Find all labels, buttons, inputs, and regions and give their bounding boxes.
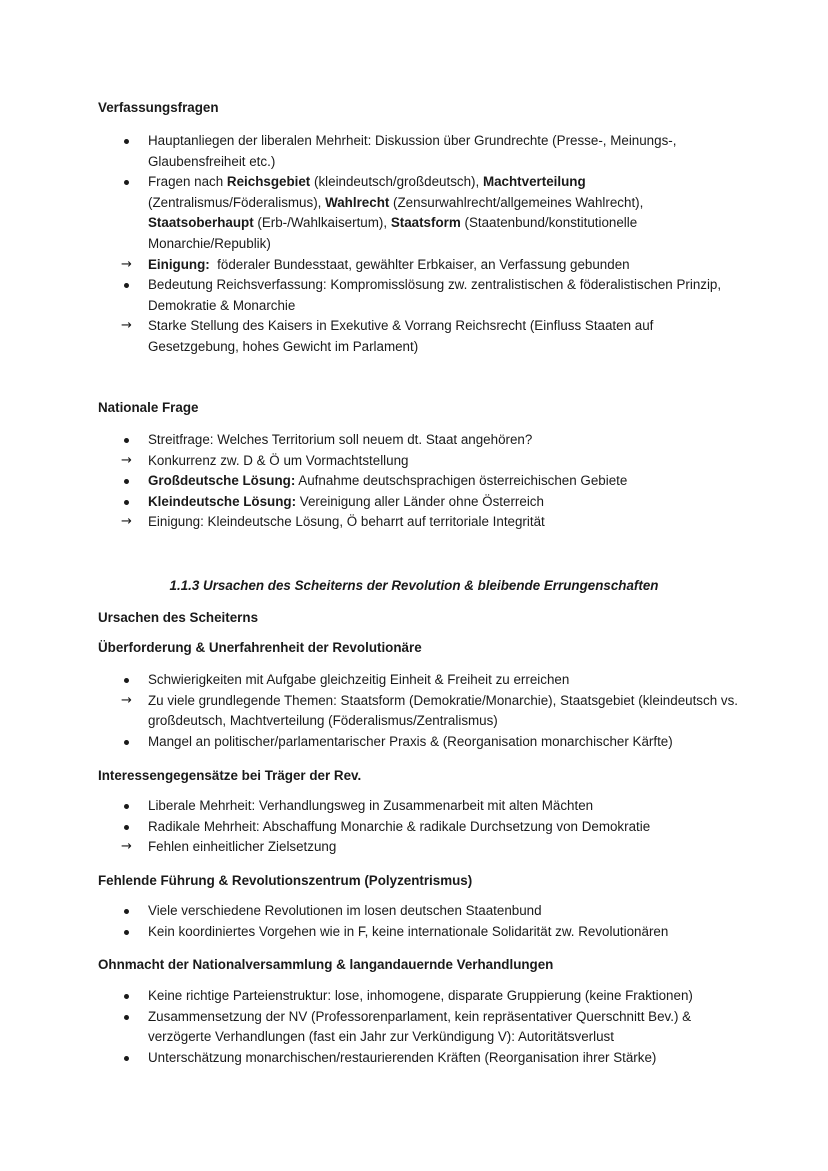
arrow-right-icon: → [121, 514, 132, 530]
item-text: Bedeutung Reichsverfassung: Kompromisslösung zw. zentralistischen & föderalistischen Prinzip, Demokratie & Monarchie [148, 277, 725, 313]
item-text: Liberale Mehrheit: Verhandlungsweg in Zusammenarbeit mit alten Mächten [148, 798, 594, 813]
bold-term: Wahlrecht [325, 194, 390, 210]
chapter-subtitle-text: 1.1.3 Ursachen des Scheiterns der Revolution & bleibende Errungenschaften [169, 578, 659, 593]
item-text: Streitfrage: Welches Territorium soll neuem dt. Staat angehören? [148, 432, 533, 447]
item-text: Konkurrenz zw. D & Ö um Vormachtstellung [148, 452, 409, 468]
bullet-list-item [120, 172, 740, 254]
heading-fehlende-fuehrung: Fehlende Führung & Revolutionszentrum (Polyzentrismus) [98, 873, 473, 888]
bullet-list-item [120, 901, 740, 922]
item-text: Keine richtige Parteienstruktur: lose, inhomogene, disparate Gruppierung (keine Fraktionen) [148, 988, 693, 1003]
bullet-list-item [120, 670, 740, 691]
arrow-right-icon: → [121, 839, 132, 855]
arrow-right-icon: → [121, 452, 132, 468]
item-text: Aufnahme deutschsprachigen österreichischen Gebiete [295, 473, 628, 489]
item-text: föderaler Bundesstaat, gewählter Erbkaiser, an Verfassung gebunden [209, 256, 630, 272]
bold-term: Großdeutsche Lösung: [148, 473, 296, 489]
item-text: (Erb-/Wahlkaisertum), [253, 215, 391, 231]
bold-term: Staatsform [390, 215, 461, 231]
bullet-list-item [120, 275, 740, 316]
heading-verfassungsfragen: Verfassungsfragen [98, 100, 219, 115]
item-text: (Zensurwahlrecht/allgemeines Wahlrecht), [389, 194, 648, 210]
arrow-list-item [120, 255, 740, 276]
bullet-list-item [120, 732, 740, 753]
heading-interessengegensaetze: Interessengegensätze bei Träger der Rev. [98, 768, 362, 783]
item-text: Fragen nach [148, 174, 227, 190]
arrow-list-item [120, 691, 740, 732]
item-text: Viele verschiedene Revolutionen im losen deutschen Staatenbund [148, 903, 542, 918]
bold-term: Einigung: [148, 256, 210, 272]
list-ueberforderung [120, 670, 740, 752]
item-text: (Zentralismus/Föderalismus), [148, 174, 590, 210]
item-text: (Staatenbund/konstitutionelle Monarchie/Republik) [148, 215, 641, 251]
bullet-list-item [120, 430, 740, 451]
bullet-list-item [120, 1048, 740, 1069]
bullet-list-item [120, 817, 740, 838]
bullet-list-item [120, 796, 740, 817]
heading-nationale-frage: Nationale Frage [98, 400, 199, 415]
bullet-list-item [120, 471, 740, 492]
item-text: Zusammensetzung der NV (Professorenparlament, kein repräsentativer Querschnitt Bev.) & verzögerte Verhandlungen (fast ein Jahr zur Verkündigung V): Autoritätsverlust [148, 1008, 695, 1045]
item-text: Mangel an politischer/parlamentarischer Praxis & (Reorganisation monarchischer Kärfte) [148, 733, 673, 749]
list-interessengegensaetze [120, 796, 740, 858]
arrow-right-icon: → [121, 256, 132, 272]
bullet-list-item [120, 922, 740, 943]
bold-term: Reichsgebiet [226, 174, 311, 190]
item-text: Zu viele grundlegende Themen: Staatsform (Demokratie/Monarchie), Staatsgebiet (kleindeutsch vs. großdeutsch, Machtverteilung (Föderalismus/Zentralismus) [148, 692, 742, 729]
list-verfassungsfragen [120, 131, 740, 358]
heading-ohnmacht: Ohnmacht der Nationalversammlung & langandauernde Verhandlungen [98, 957, 554, 972]
list-fehlende-fuehrung [120, 901, 740, 942]
item-text: Hauptanliegen der liberalen Mehrheit: Diskussion über Grundrechte (Presse-, Meinungs-, Glaubensfreiheit etc.) [148, 133, 681, 169]
heading-ueberforderung: Überforderung & Unerfahrenheit der Revolutionäre [98, 640, 422, 655]
list-nationale-frage [120, 430, 740, 533]
item-text: Radikale Mehrheit: Abschaffung Monarchie & radikale Durchsetzung von Demokratie [148, 818, 651, 834]
arrow-list-item [120, 316, 740, 357]
bullet-list-item [120, 492, 740, 513]
chapter-subtitle [0, 576, 828, 597]
bullet-list-item [120, 1007, 740, 1048]
item-text: Einigung: Kleindeutsche Lösung, Ö beharrt auf territoriale Integrität [148, 514, 545, 530]
arrow-right-icon: → [121, 318, 132, 334]
bold-term: Machtverteilung [482, 174, 586, 190]
heading-ursachen-des-scheiterns: Ursachen des Scheiterns [98, 610, 259, 625]
bullet-list-item [120, 986, 740, 1007]
arrow-list-item [120, 512, 740, 533]
item-text: (kleindeutsch/großdeutsch), [310, 174, 483, 190]
arrow-list-item [120, 451, 740, 472]
bullet-list-item [120, 131, 740, 172]
bold-term: Kleindeutsche Lösung: [148, 493, 297, 509]
item-text: Fehlen einheitlicher Zielsetzung [148, 839, 337, 855]
list-ohnmacht [120, 986, 740, 1068]
item-text: Kein koordiniertes Vorgehen wie in F, keine internationale Solidarität zw. Revolutionären [148, 923, 669, 939]
item-text: Vereinigung aller Länder ohne Österreich [296, 493, 544, 509]
item-text: Unterschätzung monarchischen/restaurierenden Kräften (Reorganisation ihrer Stärke) [148, 1049, 657, 1065]
item-text: Starke Stellung des Kaisers in Exekutive & Vorrang Reichsrecht (Einfluss Staaten auf Gesetzgebung, hohes Gewicht im Parlament) [148, 318, 658, 354]
arrow-right-icon: → [121, 692, 132, 708]
item-text: Schwierigkeiten mit Aufgabe gleichzeitig Einheit & Freiheit zu erreichen [148, 672, 570, 687]
bold-term: Staatsoberhaupt [148, 215, 254, 231]
arrow-list-item [120, 837, 740, 858]
